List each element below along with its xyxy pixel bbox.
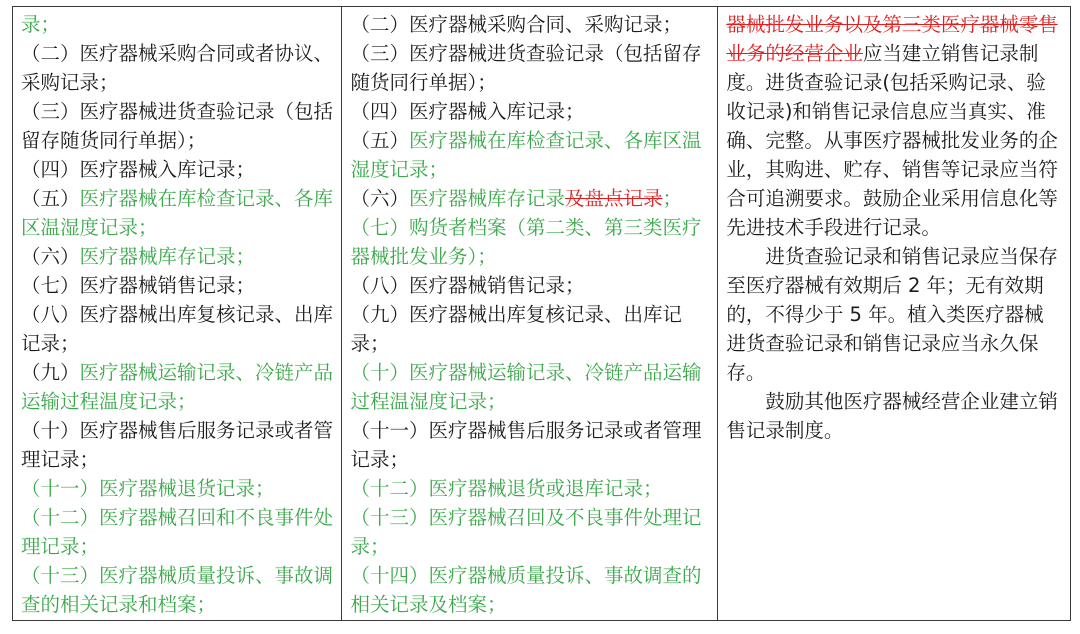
body-text: （三）医疗器械进货查验记录（包括留存随货同行单据）；: [21, 100, 334, 152]
body-text: （六）: [350, 187, 409, 210]
text-line: [726, 242, 1062, 387]
text-line: [21, 561, 333, 619]
text-line: [350, 300, 709, 358]
text-line: [21, 271, 333, 300]
body-text: （九）医疗器械出库复核记录、出库记录；: [350, 303, 682, 355]
body-text: 应当建立销售记录制度。进货查验记录(包括采购记录、验收记录)和销售记录信息应当真实、准确、完整。从事医疗器械批发业务的企业，其购进、贮存、销售等记录应当符合可追溯要求。鼓励企业采用信息化等先进技术手段进行记录。: [726, 42, 1058, 239]
text-line: [350, 39, 709, 97]
text-line: [21, 416, 333, 474]
text-line: [21, 184, 333, 242]
text-line: [21, 300, 333, 358]
body-text: （七）医疗器械销售记录；: [21, 274, 256, 297]
added-text: 录；: [21, 13, 61, 36]
body-text: （三）医疗器械进货查验记录（包括留存随货同行单据）；: [350, 42, 702, 94]
text-line: [350, 416, 709, 474]
body-text: （八）医疗器械销售记录；: [350, 274, 585, 297]
body-text: （九）: [21, 361, 80, 384]
column-original: [13, 7, 342, 621]
deleted-text: 及盘点记录: [565, 187, 663, 210]
added-text: （七）购货者档案（第二类、第三类医疗器械批发业务）；: [350, 216, 702, 268]
text-line: [726, 387, 1062, 445]
deleted-text: 器械批发业务以及第三类医疗器械零售业务的经营企业: [726, 13, 1058, 65]
added-text: ；: [662, 187, 683, 210]
body-text: （十）医疗器械售后服务记录或者管理记录；: [21, 419, 334, 471]
text-line: [21, 474, 333, 503]
added-text: （十四）医疗器械质量投诉、事故调查的相关记录及档案；: [350, 564, 702, 616]
body-text: （六）: [21, 245, 80, 268]
body-text: 进货查验记录和销售记录应当保存至医疗器械有效期后 2 年；无有效期的，不得少于 5 年。植入类医疗器械进货查验记录和销售记录应当永久保存。: [726, 245, 1058, 384]
added-text: 医疗器械运输记录、冷链产品运输过程温度记录；: [21, 361, 334, 413]
text-line: [21, 155, 333, 184]
body-text: （四）医疗器械入库记录；: [21, 158, 256, 181]
added-text: 医疗器械库存记录: [409, 187, 566, 210]
body-text: （五）: [350, 129, 409, 152]
text-line: [350, 271, 709, 300]
text-line: [350, 561, 709, 619]
body-text: （二）医疗器械采购合同、采购记录；: [350, 13, 682, 36]
added-text: （十二）医疗器械召回和不良事件处理记录；: [21, 506, 334, 558]
text-line: [21, 358, 333, 416]
added-text: （十二）医疗器械退货或退库记录；: [350, 477, 663, 500]
added-text: 医疗器械库存记录；: [79, 245, 256, 268]
text-line: [21, 10, 333, 39]
text-line: [21, 39, 333, 97]
body-text: （四）医疗器械入库记录；: [350, 100, 585, 123]
body-text: （八）医疗器械出库复核记录、出库记录；: [21, 303, 334, 355]
added-text: 医疗器械在库检查记录、各库区温湿度记录；: [21, 187, 334, 239]
added-text: （十三）医疗器械质量投诉、事故调查的相关记录和档案；: [21, 564, 334, 616]
body-text: （二）医疗器械采购合同或者协议、采购记录；: [21, 42, 334, 94]
column-revised: [718, 7, 1071, 621]
text-line: [350, 97, 709, 126]
text-line: [350, 503, 709, 561]
body-text: 鼓励其他医疗器械经营企业建立销售记录制度。: [726, 390, 1058, 442]
text-line: [21, 242, 333, 271]
text-line: [350, 126, 709, 184]
table-row: [13, 7, 1071, 621]
added-text: （十一）医疗器械退货记录；: [21, 477, 275, 500]
added-text: （十三）医疗器械召回及不良事件处理记录；: [350, 506, 702, 558]
text-line: [726, 10, 1062, 242]
text-line: [350, 474, 709, 503]
body-text: （五）: [21, 187, 80, 210]
added-text: （十）医疗器械运输记录、冷链产品运输过程温湿度记录；: [350, 361, 702, 413]
text-line: [350, 184, 709, 213]
text-line: [350, 213, 709, 271]
body-text: （十一）医疗器械售后服务记录或者管理记录；: [350, 419, 702, 471]
text-line: [21, 503, 333, 561]
added-text: 医疗器械在库检查记录、各库区温湿度记录；: [350, 129, 702, 181]
text-line: [350, 10, 709, 39]
text-line: [21, 97, 333, 155]
text-line: [350, 358, 709, 416]
column-draft: [342, 7, 718, 621]
regulation-comparison-table: [12, 6, 1071, 621]
